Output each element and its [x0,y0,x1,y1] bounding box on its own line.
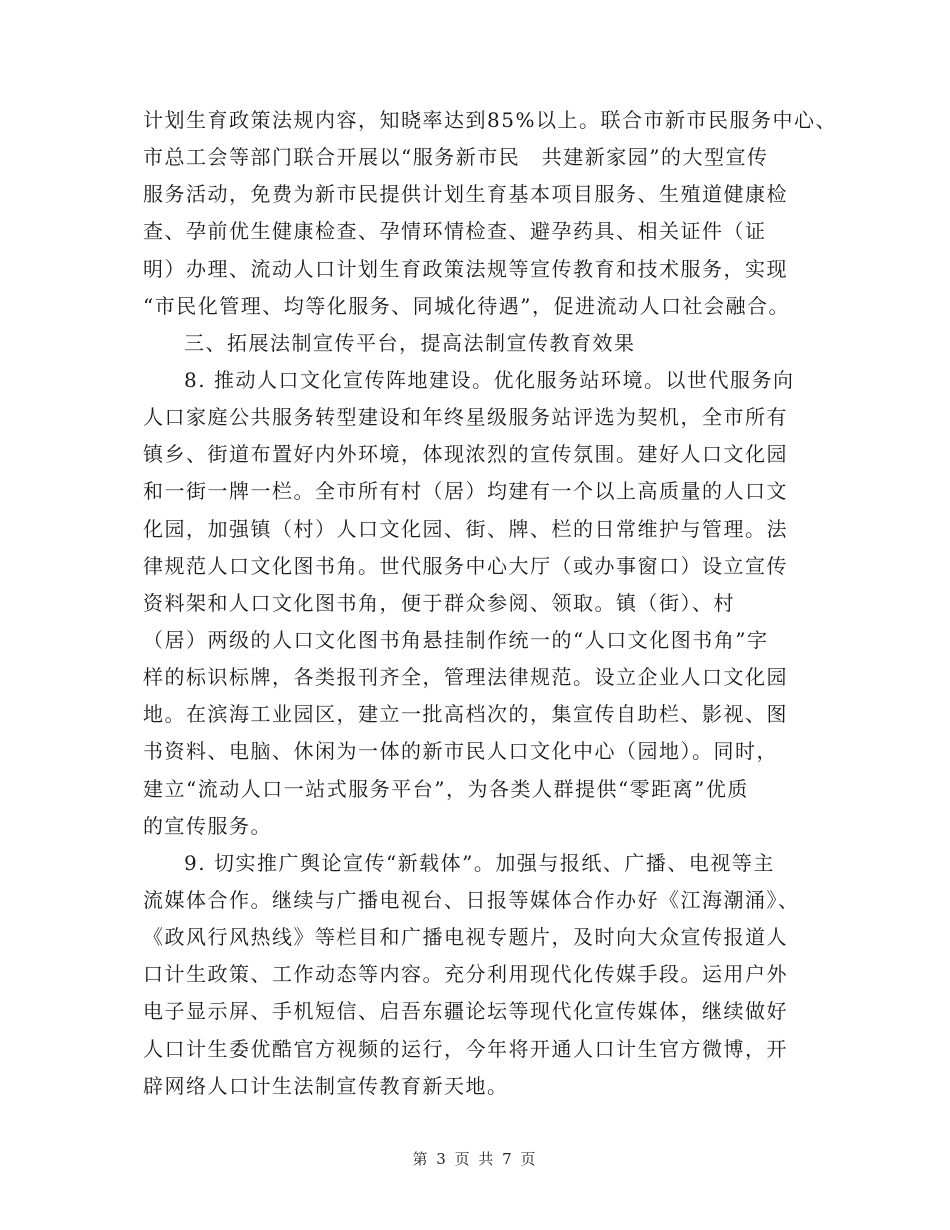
text-line: 电子显示屏、手机短信、启吾东疆论坛等现代化宣传媒体，继续做好 [143,999,788,1024]
text-line: “市民化管理、均等化服务、同城化待遇”，促进流动人口社会融合。 [143,293,790,318]
paragraph-start: 9. 切实推广舆论宣传“新载体”。加强与报纸、广播、电视等主 [184,850,775,875]
text-line: 地。在滨海工业园区，建立一批高档次的，集宣传自助栏、影视、图 [143,702,788,727]
document-body [143,102,837,1105]
text-line: 辟网络人口计生法制宣传教育新天地。 [143,1073,509,1098]
text-line: 律规范人口文化图书角。世代服务中心大厅（或办事窗口）设立宣传 [143,553,788,578]
text-line: 流媒体合作。继续与广播电视台、日报等媒体合作办好《江海潮涌》、 [143,887,800,912]
section-heading: 三、拓展法制宣传平台，提高法制宣传教育效果 [184,330,636,355]
text-line: 口计生政策、工作动态等内容。充分利用现代化传媒手段。运用户外 [143,962,788,987]
page-number-footer: 第 3 页 共 7 页 [412,1150,538,1168]
text-line: 镇乡、街道布置好内外环境，体现浓烈的宣传氛围。建好人口文化园 [143,442,788,467]
text-line: 人口计生委优酷官方视频的运行，今年将开通人口计生官方微博，开 [143,1036,788,1061]
text-line: 样的标识标牌，各类报刊齐全，管理法律规范。设立企业人口文化园 [143,665,788,690]
text-line: 资料架和人口文化图书角，便于群众参阅、领取。镇（街）、村 [143,590,735,615]
text-line: 的宣传服务。 [143,813,272,838]
text-line: 计划生育政策法规内容，知晓率达到85%以上。联合市新市民服务中心、 [143,108,837,132]
text-line: 服务活动，免费为新市民提供计划生育基本项目服务、生殖道健康检 [143,182,788,207]
text-line: 和一街一牌一栏。全市所有村（居）均建有一个以上高质量的人口文 [143,479,788,504]
text-line: 建立“流动人口一站式服务平台”，为各类人群提供“零距离”优质 [143,776,749,801]
text-line: 明）办理、流动人口计划生育政策法规等宣传教育和技术服务，实现 [143,256,788,281]
text-line: （居）两级的人口文化图书角悬挂制作统一的“人口文化图书角”字 [143,627,769,652]
text-line: 查、孕前优生健康检查、孕情环情检查、避孕药具、相关证件（证 [143,219,767,244]
paragraph-start: 8. 推动人口文化宣传阵地建设。优化服务站环境。以世代服务向 [184,367,795,392]
text-line: 化园，加强镇（村）人口文化园、街、牌、栏的日常维护与管理。法 [143,516,788,541]
text-line: 《政风行风热线》等栏目和广播电视专题片，及时向大众宣传报道人 [143,925,788,950]
text-line: 人口家庭公共服务转型建设和年终星级服务站评选为契机，全市所有 [143,405,788,430]
text-line: 市总工会等部门联合开展以“服务新市民 共建新家园”的大型宣传 [143,145,769,170]
text-line: 书资料、电脑、休闲为一体的新市民人口文化中心（园地）。同时， [143,739,778,764]
